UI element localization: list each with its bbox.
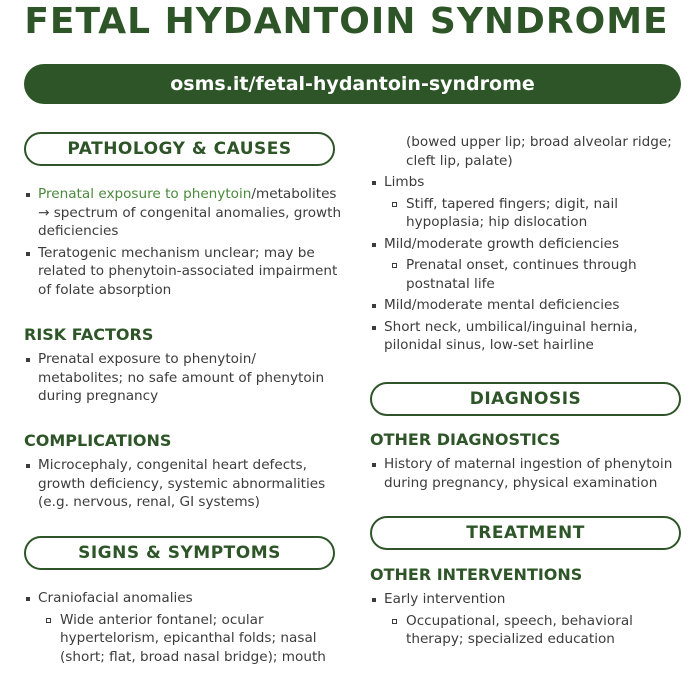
pathology-list — [24, 185, 342, 302]
complications-list — [24, 456, 342, 515]
signs-heading: SIGNS & SYMPTOMS — [24, 536, 335, 570]
other-diagnostics-heading: OTHER DIAGNOSTICS — [370, 430, 561, 449]
list-subitem: Wide anterior fontanel; ocular hypertelorism, epicanthal folds; nasal (short; flat, broad nasal bridge); mouth — [24, 611, 342, 667]
list-item: Prenatal exposure to phenytoin/ metabolites; no safe amount of phenytoin during pregnancy — [24, 350, 342, 406]
other-interventions-heading: OTHER INTERVENTIONS — [370, 565, 583, 584]
list-item: Microcephaly, congenital heart defects, growth deficiency, systemic abnormalities (e.g. nervous, renal, GI systems) — [24, 456, 342, 512]
treatment-list — [370, 590, 682, 652]
url-banner[interactable]: osms.it/fetal-hydantoin-syndrome — [24, 64, 681, 104]
list-subitem: Stiff, tapered fingers; digit, nail hypoplasia; hip dislocation — [370, 195, 682, 232]
list-item: Limbs — [370, 173, 682, 192]
pathology-heading: PATHOLOGY & CAUSES — [24, 132, 335, 166]
list-item: Mild/moderate growth deficiencies — [370, 235, 682, 254]
list-item: Craniofacial anomalies — [24, 589, 342, 608]
list-item: History of maternal ingestion of phenytoin during pregnancy, physical examination — [370, 455, 682, 492]
signs-list-continued — [370, 133, 682, 358]
list-subitem-continued: (bowed upper lip; broad alveolar ridge; cleft lip, palate) — [406, 134, 672, 169]
list-item-text: /metabolites → spectrum of congenital anomalies, growth deficiencies — [38, 186, 342, 239]
treatment-heading: TREATMENT — [370, 516, 681, 550]
signs-list — [24, 589, 342, 669]
diagnosis-list — [370, 455, 682, 495]
list-item: Teratogenic mechanism unclear; may be related to phenytoin-associated impairment of folate absorption — [24, 244, 342, 300]
complications-heading: COMPLICATIONS — [24, 431, 172, 450]
list-item: Short neck, umbilical/inguinal hernia, pilonidal sinus, low-set hairline — [370, 318, 682, 355]
list-subitem: Occupational, speech, behavioral therapy; specialized education — [370, 612, 682, 649]
list-item: Early intervention — [370, 590, 682, 609]
highlight-text: Prenatal exposure to phenytoin — [38, 186, 252, 202]
list-subitem: Prenatal onset, continues through postnatal life — [370, 256, 682, 293]
risk-heading: RISK FACTORS — [24, 325, 154, 344]
list-item: Mild/moderate mental deficiencies — [370, 296, 682, 315]
risk-list — [24, 350, 342, 409]
page-title: FETAL HYDANTOIN SYNDROME — [24, 1, 669, 42]
list-item — [24, 185, 342, 241]
diagnosis-heading: DIAGNOSIS — [370, 382, 681, 416]
